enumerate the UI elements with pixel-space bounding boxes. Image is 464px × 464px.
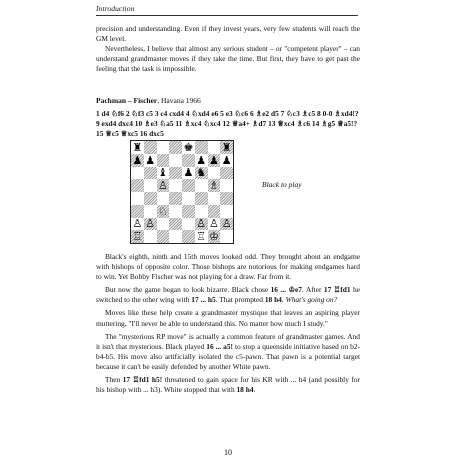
- board-square: [195, 218, 208, 231]
- chess-piece: ♝: [157, 166, 168, 180]
- chess-piece: ♘: [157, 204, 168, 218]
- board-square: [144, 167, 157, 180]
- chess-piece: ♙: [145, 217, 156, 231]
- board-square: [208, 218, 221, 231]
- board-square: [182, 192, 195, 205]
- chess-piece: ♔: [208, 230, 219, 243]
- paragraph: [96, 332, 360, 372]
- text-run: threatened to gain space for his KR with ... h4 (and possibly for his bishop with ... h3). White stopped that with: [96, 375, 361, 395]
- chess-piece: ♙: [208, 217, 219, 231]
- board-square: [169, 218, 182, 231]
- board-square: [131, 192, 144, 205]
- board-square: [208, 230, 221, 243]
- chess-piece: ♖: [196, 230, 207, 243]
- chess-piece: ♟: [145, 153, 156, 167]
- board-square: [157, 167, 170, 180]
- text-run: to stop a queenside initiative based on b2-b4-b5. His move also artificially isolated the c5-pawn. That pawn is a potential target because it can't be easily defended by another White pawn.: [96, 341, 360, 371]
- board-square: [195, 230, 208, 243]
- board-square: [131, 205, 144, 218]
- game-block: [96, 96, 360, 139]
- board-square: [131, 218, 144, 231]
- board-square: [195, 141, 208, 154]
- board-square: [220, 205, 233, 218]
- chess-piece: ♗: [208, 179, 219, 192]
- move-ref: 17 ... h5: [191, 295, 216, 305]
- move-ref: 16 ... a5!: [206, 341, 233, 351]
- chess-diagram: [130, 140, 234, 244]
- board-square: [208, 179, 221, 192]
- board-square: [195, 167, 208, 180]
- board-square: [169, 205, 182, 218]
- board-square: [220, 218, 233, 231]
- chess-piece: ♟: [132, 153, 143, 167]
- board-square: [169, 167, 182, 180]
- chess-piece: ♜: [221, 141, 232, 154]
- board-square: [169, 141, 182, 154]
- text-run: The "mysterious RP move" is actually a common feature of grandmaster games. And it isn't that mysterious. Black played: [96, 331, 360, 351]
- board-square: [208, 205, 221, 218]
- paragraph: Nevertheless, I believe that almost any serious student – or "competent player" – can understand grandmaster moves if they take the time. But first, they have to get past the feeling that the task is impossible.: [96, 44, 360, 74]
- paragraph: [96, 375, 360, 395]
- diagram-caption: Black to play: [262, 180, 302, 189]
- text-run: But now the game began to look bizarre. Black chose: [105, 285, 271, 295]
- move-ref: 16 ... ♔e7: [270, 285, 302, 295]
- board-square: [169, 154, 182, 167]
- board-square: [157, 154, 170, 167]
- text-run: . After: [302, 285, 324, 295]
- chess-piece: ♙: [221, 217, 232, 231]
- board-square: [144, 192, 157, 205]
- board-square: [208, 192, 221, 205]
- chess-piece: ♖: [132, 230, 143, 243]
- board-square: [169, 179, 182, 192]
- board-square: [208, 141, 221, 154]
- chess-piece: ♟: [196, 153, 207, 167]
- paragraph: Moves like these help create a grandmaster mystique that leaves an aspiring player muttering, "I'll never be able to understand this. No matter how much I study.": [96, 308, 360, 328]
- board-square: [157, 218, 170, 231]
- chess-piece: ♙: [157, 179, 168, 192]
- board-square: [182, 218, 195, 231]
- board-square: [182, 141, 195, 154]
- board-square: [144, 141, 157, 154]
- board-square: [144, 205, 157, 218]
- chess-piece: ♟: [183, 166, 194, 180]
- board-square: [131, 230, 144, 243]
- board-square: [144, 179, 157, 192]
- question: What's going on?: [285, 295, 338, 305]
- board-square: [220, 154, 233, 167]
- board-square: [144, 218, 157, 231]
- chess-piece: ♜: [132, 141, 143, 154]
- board-square: [208, 154, 221, 167]
- board-square: [169, 192, 182, 205]
- board-square: [144, 230, 157, 243]
- page-number: 10: [224, 448, 232, 457]
- main-text: [96, 252, 360, 395]
- board-square: [182, 167, 195, 180]
- board-square: [220, 230, 233, 243]
- paragraph: precision and understanding. Even if they invest years, very few students will reach the GM level.: [96, 24, 360, 44]
- board-square: [131, 179, 144, 192]
- board-square: [157, 205, 170, 218]
- game-moves: 1 d4 ♘f6 2 ♘f3 c5 3 c4 cxd4 4 ♘xd4 e6 5 e3 ♘c6 6 ♗e2 d5 7 ♘c3 ♗c5 8 0-0 ♗xd4!? 9 exd4 dxc4 10 ♗e3 ♘a5 11 ♗xc4 ♘xc4 12 ♕a4+ ♗d7 13 ♕xc4 ♗c6 14 ♗g5 ♕a5!? 15 ♕c5 ♕xc5 16 dxc5: [96, 109, 359, 139]
- board-square: [131, 141, 144, 154]
- move-ref: 18 h4: [264, 295, 282, 305]
- running-head: Introduction: [96, 4, 135, 13]
- board-square: [157, 192, 170, 205]
- board-square: [220, 192, 233, 205]
- board-square: [157, 230, 170, 243]
- text-run: .: [253, 385, 256, 395]
- board-square: [157, 179, 170, 192]
- chess-piece: ♚: [183, 141, 194, 154]
- game-heading: [96, 96, 360, 106]
- top-text: [96, 24, 360, 74]
- board-square: [220, 141, 233, 154]
- paragraph: [96, 285, 360, 305]
- chess-piece: ♟: [221, 153, 232, 167]
- board-square: [157, 141, 170, 154]
- move-ref: 17 ♖fd1 h5!: [122, 375, 163, 385]
- chess-piece: ♙: [132, 217, 143, 231]
- paragraph: Black's eighth, ninth and 15th moves looked odd. They brought about an endgame with bishops of opposite color. Those bishops are notorious for making endgames hard to win. Yet Bobby Fischer was not playing for a draw. Far from it.: [96, 252, 360, 282]
- board-square: [144, 154, 157, 167]
- text-run: . That prompted: [215, 295, 265, 305]
- board-square: [195, 192, 208, 205]
- board-square: [220, 167, 233, 180]
- board-square: [208, 167, 221, 180]
- text-run: Then: [105, 375, 123, 385]
- move-ref: 17 ♖fd1: [323, 285, 351, 295]
- board-square: [220, 179, 233, 192]
- board-square: [131, 154, 144, 167]
- game-players: Pachman – Fischer: [96, 96, 158, 105]
- board-square: [195, 205, 208, 218]
- chess-piece: ♙: [196, 217, 207, 231]
- board-square: [182, 205, 195, 218]
- board-square: [182, 154, 195, 167]
- board-square: [195, 179, 208, 192]
- move-ref: 18 h4: [236, 385, 254, 395]
- chess-piece: ♞: [196, 166, 207, 180]
- board-square: [169, 230, 182, 243]
- board-square: [182, 230, 195, 243]
- board-square: [195, 154, 208, 167]
- game-event: , Havana 1966: [157, 96, 201, 105]
- chess-piece: ♟: [208, 153, 219, 167]
- text-run: .: [281, 295, 286, 305]
- header-rule: [96, 15, 358, 16]
- board-square: [131, 167, 144, 180]
- board-square: [182, 179, 195, 192]
- text-run: he switched to the other wing with: [96, 285, 360, 305]
